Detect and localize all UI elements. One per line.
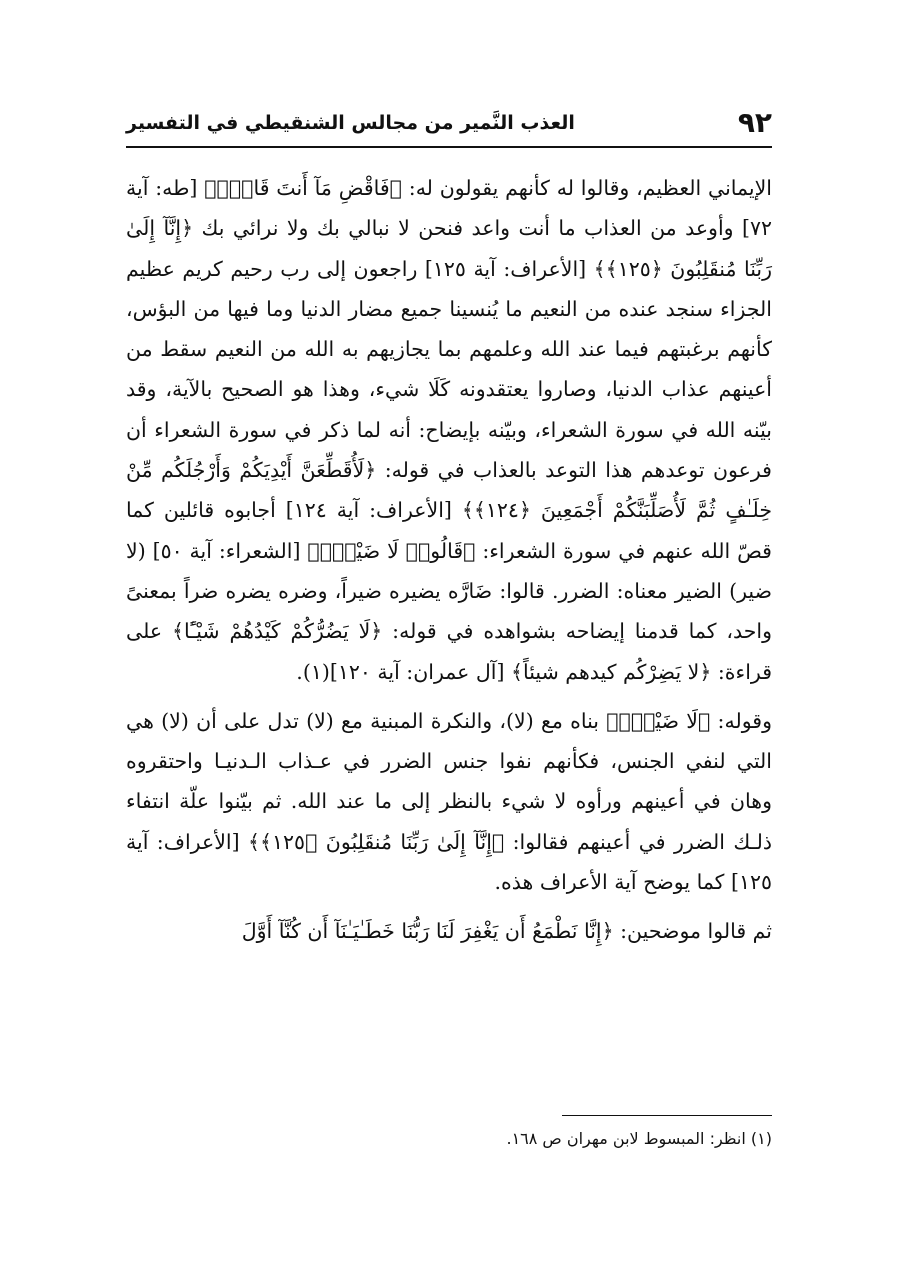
running-title: العذب النَّمير من مجالس الشنقيطي في التفسير xyxy=(126,112,575,134)
body-text xyxy=(126,168,772,952)
paragraph-1: الإيماني العظيم، وقالوا له كأنهم يقولون له: ﴿فَاقْضِ مَآ أَنتَ قَاضٍۖ﴾ [طه: آية ٧٢] وأوعد من العذاب ما أنت واعد فنحن لا نبالي بك ولا نرائي بك ﴿إِنَّآ إِلَىٰ رَبِّنَا مُنقَلِبُونَ ﴿١٢٥﴾﴾ [الأعراف: آية ١٢٥] راجعون إلى رب رحيم كريم عظيم الجزاء سنجد عنده من النعيم ما يُنسينا جميع مضار الدنيا وما فيها من البؤس، كأنهم برغبتهم فيما عند الله وعلمهم بما يجازيهم به الله من النعيم سقط من أعينهم عذاب الدنيا، وصاروا يعتقدونه كَلَا شيء، وهذا هو الصحيح بالآية، وقد بيّنه الله في سورة الشعراء، وبيّنه بإيضاح: أنه لما ذكر في سورة الشعراء أن فرعون توعدهم هذا التوعد بالعذاب في قوله: ﴿لَأُقَطِّعَنَّ أَيْدِيَكُمْ وَأَرْجُلَكُم مِّنْ خِلَـٰفٍ ثُمَّ لَأُصَلِّبَنَّكُمْ أَجْمَعِينَ ﴿١٢٤﴾﴾ [الأعراف: آية ١٢٤] أجابوه قائلين كما قصّ الله عنهم في سورة الشعراء: ﴿قَالُوا۟ لَا ضَيْرَۖ﴾ [الشعراء: آية ٥٠] (لا ضير) الضير معناه: الضرر. قالوا: ضَارَّه يضيره ضيراً، وضره يضره ضراً بمعنىً واحد، كما قدمنا إيضاحه بشواهده في قوله: ﴿لَا يَضُرُّكُمْ كَيْدُهُمْ شَيْـًٔا﴾ على قراءة: ﴿لا يَضِرْكُم كيدهم شيئاً﴾ [آل عمران: آية ١٢٠](١). xyxy=(126,176,773,684)
page-number: ٩٢ xyxy=(737,106,772,139)
paragraph-3: ثم قالوا موضحين: ﴿إِنَّا نَطْمَعُ أَن يَغْفِرَ لَنَا رَبُّنَا خَطَـٰيَـٰنَآ أَن كُنَّآ أَوَّلَ xyxy=(241,919,772,944)
footnote: (١) انظر: المبسوط لابن مهران ص ١٦٨. xyxy=(506,1129,772,1148)
footnote-divider xyxy=(562,1115,772,1116)
paragraph-2: وقوله: ﴿لَا ضَيْرَۖ﴾ بناه مع (لا)، والنكرة المبنية مع (لا) تدل على أن (لا) هي التي لنفي الجنس، فكأنهم نفوا جنس الضرر في عـذاب الـدنيـا واحتقروه وهان في أعينهم ورأوه لا شيء بالنظر إلى ما عند الله. ثم بيّنوا علّة انتفاء ذلـك الضرر في أعينهم فقالوا: ﴿إِنَّآ إِلَىٰ رَبِّنَا مُنقَلِبُونَ ﴿١٢٥﴾﴾ [الأعراف: آية ١٢٥] كما يوضح آية الأعراف هذه. xyxy=(126,708,772,895)
page-header xyxy=(126,104,772,148)
book-page xyxy=(126,104,772,1184)
